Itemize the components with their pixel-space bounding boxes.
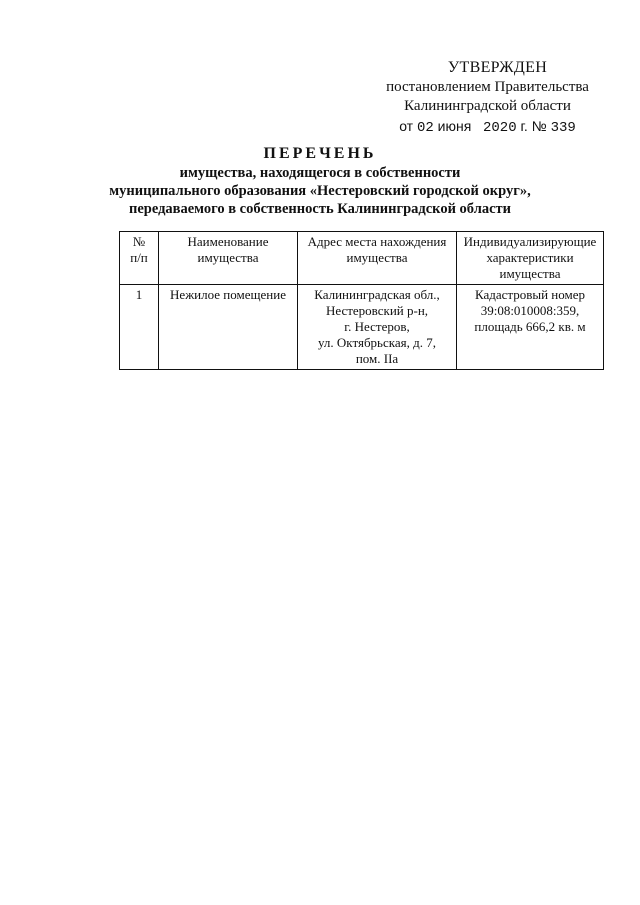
date-year-suffix: г. № [520, 117, 547, 134]
document-heading [100, 145, 540, 218]
heading-line-3: передаваемого в собственность Калининградской области [128, 201, 511, 217]
heading-line-2: муниципального образования «Нестеровский городской округ», [109, 183, 531, 199]
heading-line-1: имущества, находящегося в собственности [179, 165, 461, 181]
date-month: июня [437, 117, 472, 134]
date-prefix: от [399, 117, 414, 134]
header-num: № п/п [120, 232, 159, 285]
approval-stamp [360, 58, 615, 138]
cell-num: 1 [120, 285, 159, 370]
approval-region: Калининградской области [404, 98, 571, 114]
property-table [119, 231, 604, 370]
cell-address: Калининградская обл., Нестеровский р-н, г. Нестеров, ул. Октябрьская, д. 7, пом. IIа [298, 285, 457, 370]
date-year: 2020 [482, 119, 517, 136]
table-header-row [120, 232, 604, 285]
document-title: ПЕРЕЧЕНЬ [263, 145, 377, 162]
table-row [120, 285, 604, 370]
cell-name: Нежилое помещение [159, 285, 298, 370]
header-characteristics: Индивидуализирующие характеристики имущества [457, 232, 604, 285]
approval-authority: постановлением Правительства [386, 78, 589, 95]
resolution-number: 339 [550, 119, 576, 136]
header-name: Наименование имущества [159, 232, 298, 285]
cell-characteristics: Кадастровый номер 39:08:010008:359, площадь 666,2 кв. м [457, 285, 604, 370]
date-day: 02 [416, 119, 434, 136]
approval-date-line [360, 117, 615, 139]
approved-label: УТВЕРЖДЕН [447, 59, 548, 76]
header-address: Адрес места нахождения имущества [298, 232, 457, 285]
